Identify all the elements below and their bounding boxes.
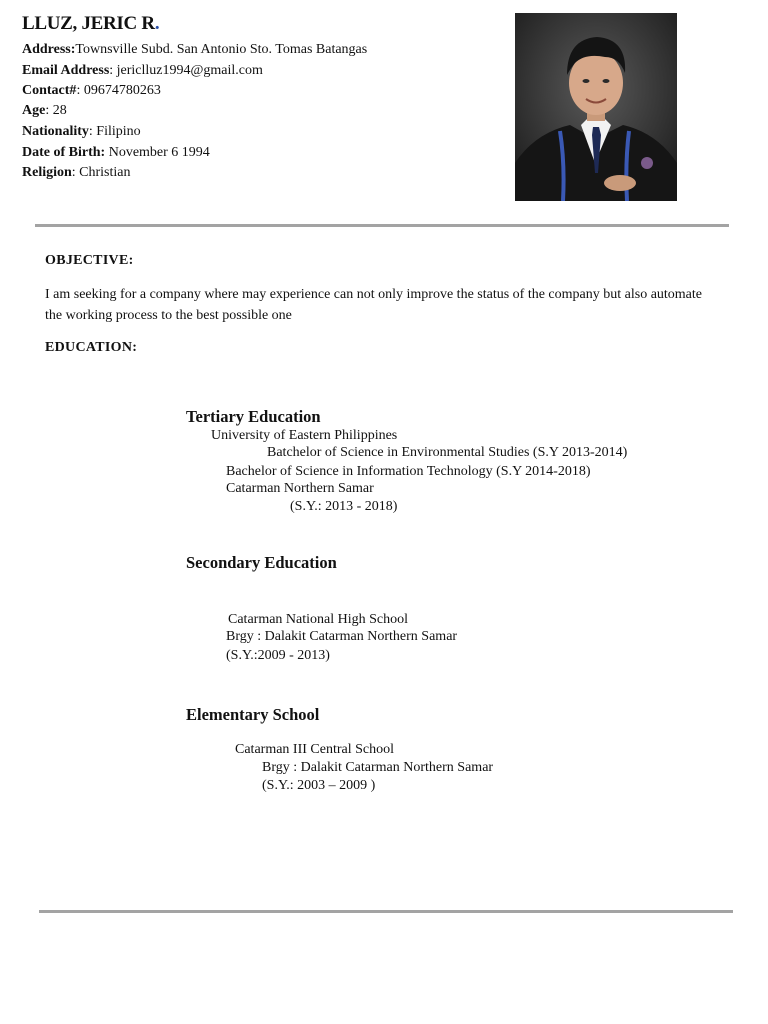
contact-value: : 09674780263	[76, 83, 161, 98]
nationality-label: Nationality	[22, 124, 89, 139]
profile-photo-graphic	[515, 13, 677, 201]
tertiary-course-1: Batchelor of Science in Environmental Studies (S.Y 2013-2014)	[267, 445, 628, 460]
dob-value: November 6 1994	[105, 145, 210, 160]
name-text: LLUZ, JERIC R	[22, 13, 155, 34]
elementary-title: Elementary School	[186, 705, 320, 724]
email-value: : jericlluz1994@gmail.com	[109, 63, 263, 78]
email-label: Email Address	[22, 63, 110, 78]
name-dot: .	[154, 13, 160, 34]
religion-value: : Christian	[71, 165, 131, 180]
address-line	[22, 40, 367, 60]
religion-line	[22, 163, 131, 183]
age-line	[22, 101, 67, 121]
tertiary-school: University of Eastern Philippines	[211, 428, 398, 443]
tertiary-course-2: Bachelor of Science in Information Technology (S.Y 2014-2018)	[226, 464, 591, 479]
elementary-school: Catarman III Central School	[235, 742, 395, 757]
tertiary-location: Catarman Northern Samar	[226, 481, 374, 496]
contact-line	[22, 81, 161, 101]
email-line	[22, 61, 263, 81]
age-label: Age	[22, 103, 46, 118]
tertiary-title: Tertiary Education	[186, 407, 321, 426]
dob-label: Date of Birth:	[22, 145, 106, 160]
secondary-location: Brgy : Dalakit Catarman Northern Samar	[226, 629, 458, 644]
applicant-name	[22, 13, 159, 35]
profile-photo	[515, 13, 677, 201]
elementary-location: Brgy : Dalakit Catarman Northern Samar	[262, 760, 494, 775]
contact-label: Contact#	[22, 83, 77, 98]
age-value: : 28	[45, 103, 67, 118]
secondary-school: Catarman National High School	[228, 612, 409, 627]
dob-line	[22, 143, 210, 163]
nationality-line	[22, 122, 141, 142]
secondary-school-year: (S.Y.:2009 - 2013)	[226, 648, 330, 663]
tertiary-school-year: (S.Y.: 2013 - 2018)	[290, 499, 398, 514]
address-value: Townsville Subd. San Antonio Sto. Tomas Batangas	[75, 42, 368, 57]
religion-label: Religion	[22, 165, 72, 180]
objective-text: I am seeking for a company where may experience can not only improve the status of the company but also automate the working process to the best possible one	[45, 287, 703, 323]
secondary-title: Secondary Education	[186, 553, 337, 572]
elementary-school-year: (S.Y.: 2003 – 2009 )	[262, 778, 376, 793]
bottom-divider	[39, 910, 733, 913]
nationality-value: : Filipino	[88, 124, 141, 139]
address-label: Address:	[22, 42, 76, 57]
education-heading: EDUCATION:	[45, 340, 138, 355]
objective-heading: OBJECTIVE:	[45, 253, 134, 268]
top-divider	[35, 224, 729, 227]
